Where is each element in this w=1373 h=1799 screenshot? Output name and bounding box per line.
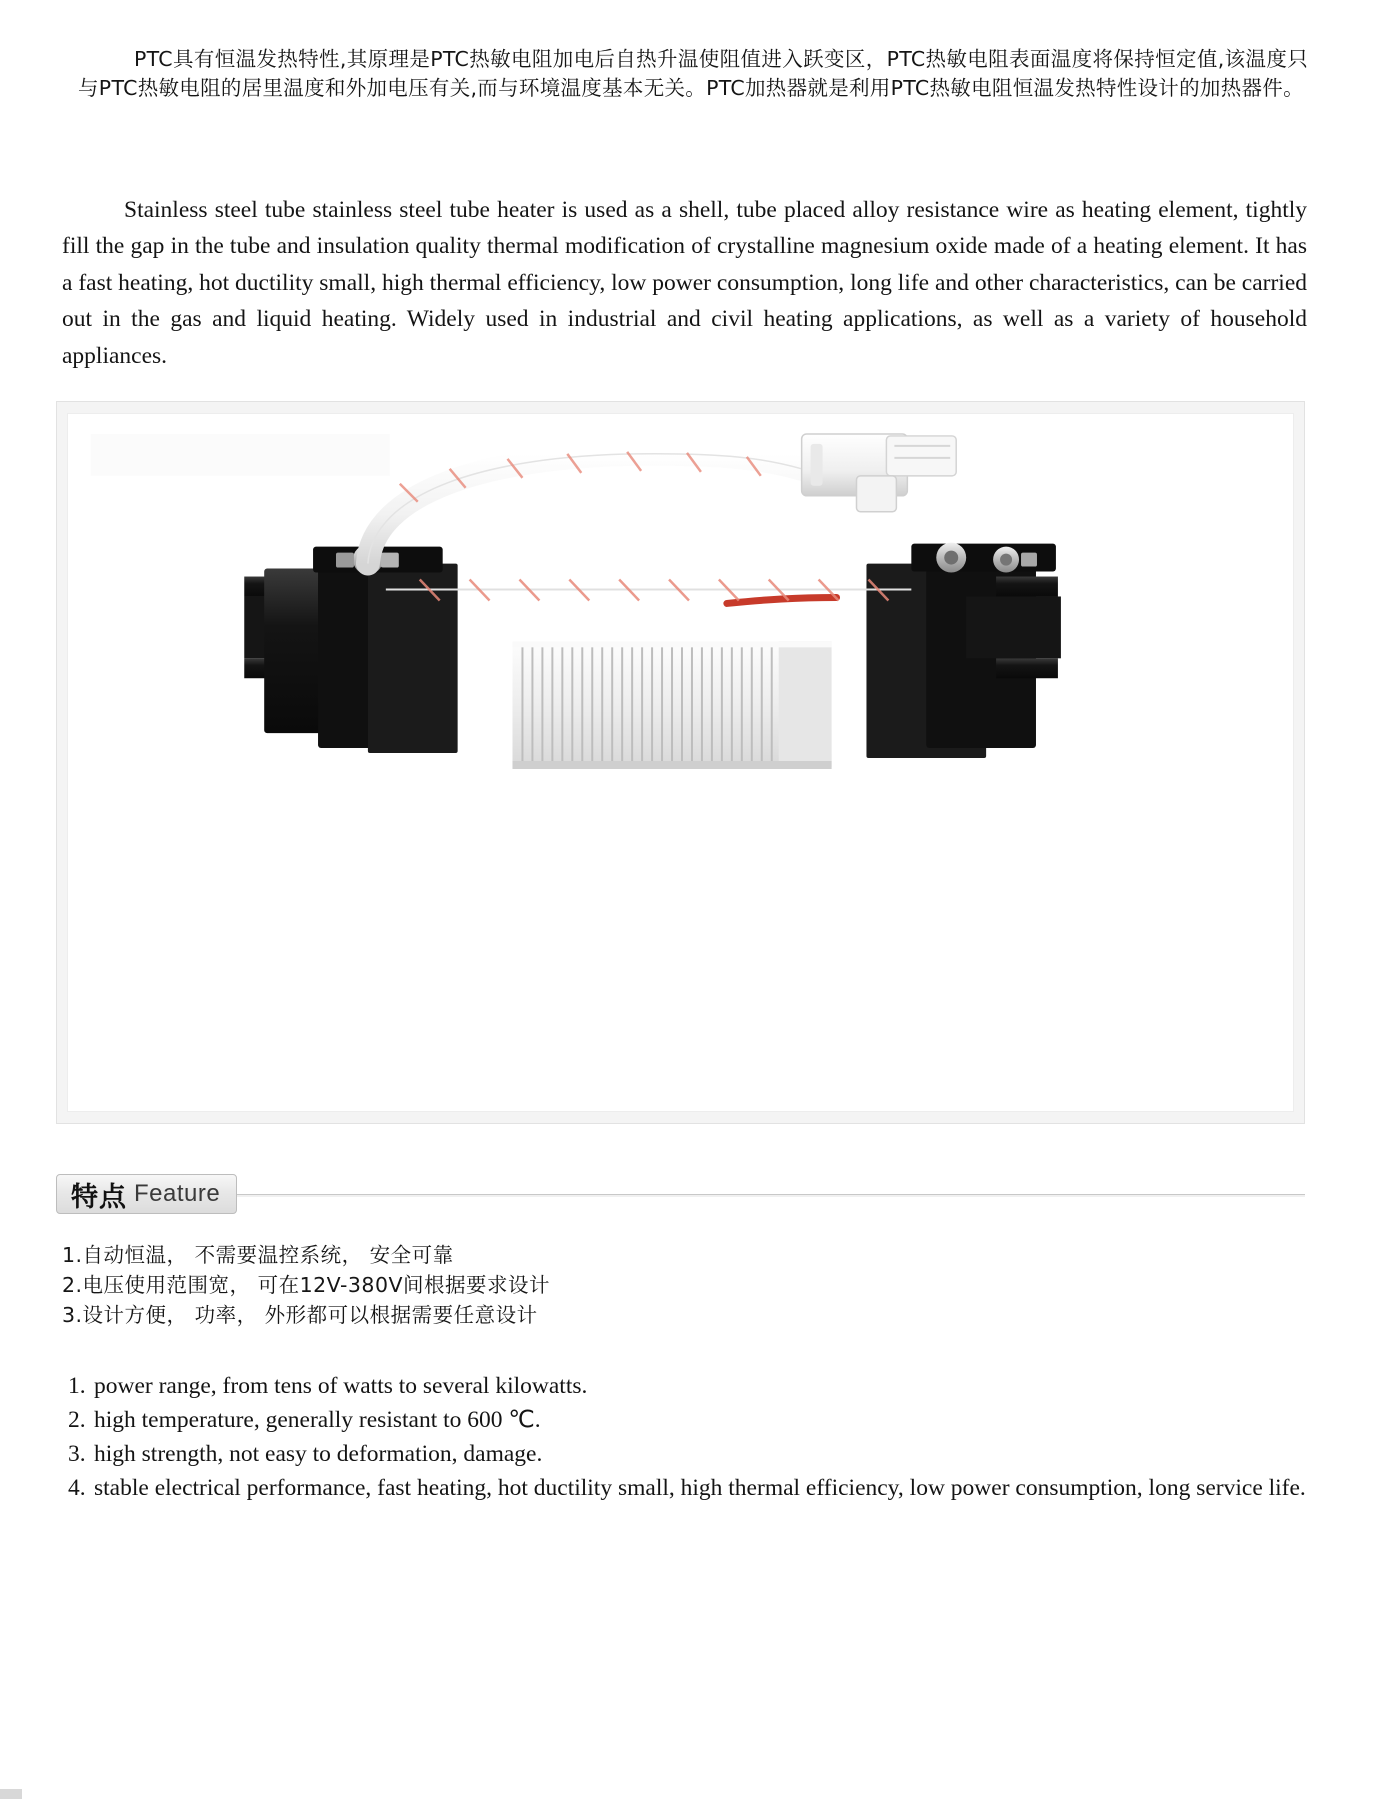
- list-item-number: 4.: [68, 1475, 86, 1501]
- list-item-text: stable electrical performance, fast heating, hot ductility small, high thermal efficiency, low power consumption, long service life.: [94, 1475, 1306, 1501]
- list-item: [68, 1472, 1318, 1505]
- feature-tab: [56, 1174, 237, 1214]
- list-item: [68, 1438, 1318, 1471]
- page-edge-mark: [0, 1789, 22, 1799]
- heading-divider: [56, 1194, 1305, 1197]
- english-feature-list: [68, 1370, 1318, 1506]
- list-item-number: 1.: [68, 1373, 86, 1399]
- list-item-text: high strength, not easy to deformation, damage.: [94, 1441, 543, 1467]
- english-intro-paragraph: Stainless steel tube stainless steel tube heater is used as a shell, tube placed alloy resistance wire as heating element, tightly fill the gap in the tube and insulation quality thermal modification of crystalline magnesium oxide made of a heating element. It has a fast heating, hot ductility small, high thermal efficiency, low power consumption, long life and other characteristics, can be carried out in the gas and liquid heating. Widely used in industrial and civil heating applications, as well as a variety of household appliances.: [62, 196, 1307, 369]
- product-image-frame: [56, 401, 1305, 1124]
- feature-section-heading: [56, 1174, 1305, 1214]
- list-item: [68, 1404, 1318, 1437]
- chinese-feature-list: [62, 1240, 1062, 1330]
- feature-heading-cn: 特点: [71, 1181, 127, 1213]
- list-item-text: high temperature, generally resistant to 600 ℃.: [94, 1407, 541, 1433]
- list-item: 2.电压使用范围宽， 可在12V-380V间根据要求设计: [62, 1273, 551, 1297]
- product-image: [67, 413, 1294, 1112]
- list-item-number: 3.: [68, 1441, 86, 1467]
- list-item: [68, 1370, 1318, 1403]
- list-item-text: power range, from tens of watts to several kilowatts.: [94, 1373, 588, 1399]
- feature-heading-en: Feature: [134, 1180, 221, 1207]
- list-item-number: 2.: [68, 1407, 86, 1433]
- chinese-intro-paragraph: PTC具有恒温发热特性,其原理是PTC热敏电阻加电后自热升温使阻值进入跃变区，PTC热敏电阻表面温度将保持恒定值,该温度只与PTC热敏电阻的居里温度和外加电压有关,而与环境温度基本无关。PTC加热器就是利用PTC热敏电阻恒温发热特性设计的加热器件。: [78, 46, 1308, 100]
- list-item: 3.设计方便， 功率， 外形都可以根据需要任意设计: [62, 1303, 538, 1327]
- ptc-heater-illustration: [68, 414, 1293, 1111]
- list-item: 1.自动恒温， 不需要温控系统， 安全可靠: [62, 1243, 454, 1267]
